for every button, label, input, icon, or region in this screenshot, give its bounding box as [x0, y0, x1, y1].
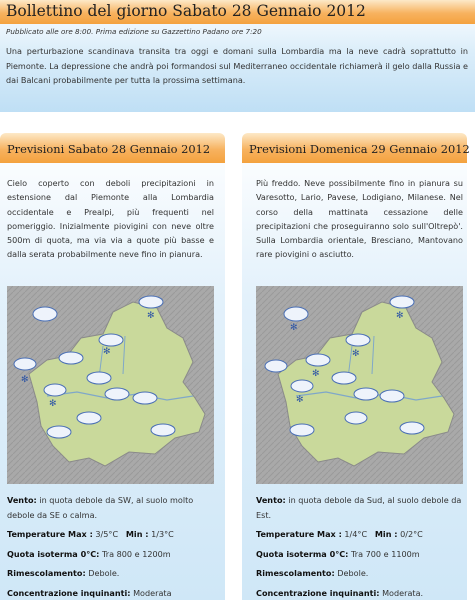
bulletin-title-bar	[0, 0, 475, 24]
lombardia-map	[7, 286, 214, 484]
bulletin-title: Bollettino del giorno Sabato 28 Gennaio 2012	[6, 2, 366, 20]
cloud-icon	[139, 296, 163, 308]
isotherm-row	[256, 547, 466, 562]
snowflake-icon: ✻	[290, 323, 298, 333]
snowflake-icon: ✻	[396, 311, 404, 321]
snowflake-icon: ✻	[296, 395, 304, 405]
cloud-icon	[354, 388, 378, 400]
weather-map	[256, 286, 463, 484]
pollutant-row	[256, 586, 466, 601]
forecast-description: Cielo coperto con deboli precipitazioni in estensione dal Piemonte alla Lombardia occidentale e Prealpi, più frequenti nel pomeriggio. Inizialmente piovigini con neve oltre 500m di quota, ma via via a quote più basse e dalla serata probabilmente neve fino in pianura.	[7, 178, 214, 260]
wind-label: Vento:	[256, 495, 286, 505]
mixing-label: Rimescolamento:	[7, 568, 86, 578]
snow-cloud-icon	[346, 334, 370, 346]
tmin-label: Min :	[374, 529, 398, 539]
forecast-title-bar	[242, 133, 470, 163]
snowflake-icon: ✻	[352, 349, 360, 359]
rain-snow-cloud-icon	[14, 358, 36, 370]
bulletin-panel	[0, 0, 475, 112]
snow-cloud-icon	[291, 380, 313, 392]
cloud-icon	[151, 424, 175, 436]
pollutant-value: Moderata	[133, 587, 172, 598]
mixing-row	[7, 566, 217, 581]
lombardia-map	[256, 286, 463, 484]
snowflake-icon: ✻	[21, 375, 29, 385]
forecast-panel-saturday	[0, 133, 225, 600]
cloud-icon	[380, 390, 404, 402]
forecast-details	[7, 493, 217, 605]
pollutant-row	[7, 586, 217, 601]
forecast-description: Più freddo. Neve possibilmente fino in pianura su Varesotto, Lario, Pavese, Lodigiano, Milanese. Nel corso della mattinata cessazione delle precipitazioni che proseguiranno solo sull'Oltrepò'. Sulla Lombardia orientale, Bresciano, Mantovano rare piovigini o asciutto.	[256, 178, 463, 260]
publication-note: Pubblicato alle ore 8:00. Prima edizione su Gazzettino Padano ore 7:20	[6, 27, 262, 36]
cloud-icon	[400, 422, 424, 434]
rain-snow-cloud-icon	[265, 360, 287, 372]
snow-cloud-icon	[390, 296, 414, 308]
pollutant-label: Concentrazione inquinanti:	[7, 587, 131, 598]
tmin-value: 0/2°C	[400, 529, 423, 539]
pollutant-label: Concentrazione inquinanti:	[256, 587, 380, 598]
tmax-label: Temperature Max :	[7, 529, 93, 539]
tmax-value: 3/5°C	[95, 529, 119, 539]
mixing-value: Debole.	[88, 568, 120, 578]
cloud-icon	[77, 412, 101, 424]
cloud-icon	[133, 392, 157, 404]
temperature-row	[7, 527, 217, 542]
tmax-value: 1/4°C	[344, 529, 368, 539]
bulletin-intro: Una perturbazione scandinava transita tra oggi e domani sulla Lombardia ma la neve cadrà soprattutto in Piemonte. La depressione che andrà poi formandosi sul Mediterraneo occidentale richiamerà il gelo dalla Russia e dai Balcani probabilmente per tutta la prossima settimana.	[6, 46, 468, 85]
rain-snow-cloud-icon	[345, 412, 367, 424]
weather-map	[7, 286, 214, 484]
wind-value: in quota debole da Sud, al suolo debole da Est.	[256, 495, 462, 520]
isotherm-label: Quota isoterma 0°C:	[256, 548, 349, 559]
isotherm-label: Quota isoterma 0°C:	[7, 548, 100, 559]
snowflake-icon: ✻	[49, 399, 57, 409]
snow-cloud-icon	[284, 307, 308, 321]
forecast-panel-sunday	[242, 133, 470, 600]
isotherm-row	[7, 547, 217, 562]
wind-value: in quota debole da SW, al suolo molto debole da SE o calma.	[7, 495, 194, 520]
wind-row	[7, 493, 217, 522]
tmin-value: 1/3°C	[151, 529, 174, 539]
forecast-title-bar	[0, 133, 225, 163]
temperature-row	[256, 527, 466, 542]
cloud-icon	[105, 388, 129, 400]
pollutant-value: Moderata.	[382, 587, 424, 598]
forecast-title: Previsioni Sabato 28 Gennaio 2012	[7, 142, 211, 156]
forecast-title: Previsioni Domenica 29 Gennaio 2012	[249, 142, 470, 156]
mixing-value: Debole.	[337, 568, 369, 578]
snowflake-icon: ✻	[147, 311, 155, 321]
cloud-icon	[87, 372, 111, 384]
rain-snow-cloud-icon	[44, 384, 66, 396]
snow-cloud-icon	[306, 354, 330, 366]
tmax-label: Temperature Max :	[256, 529, 342, 539]
cloud-icon	[290, 424, 314, 436]
snow-cloud-icon	[33, 307, 57, 321]
mixing-row	[256, 566, 466, 581]
tmin-label: Min :	[125, 529, 149, 539]
wind-label: Vento:	[7, 495, 37, 505]
cloud-icon	[59, 352, 83, 364]
mixing-label: Rimescolamento:	[256, 568, 335, 578]
forecast-details	[256, 493, 466, 605]
cloud-icon	[47, 426, 71, 438]
cloud-icon	[332, 372, 356, 384]
snowflake-icon: ✻	[103, 347, 111, 357]
cloud-icon	[99, 334, 123, 346]
isotherm-value: Tra 800 e 1200m	[102, 548, 171, 559]
snowflake-icon: ✻	[312, 369, 320, 379]
wind-row	[256, 493, 466, 522]
isotherm-value: Tra 700 e 1100m	[351, 548, 420, 559]
